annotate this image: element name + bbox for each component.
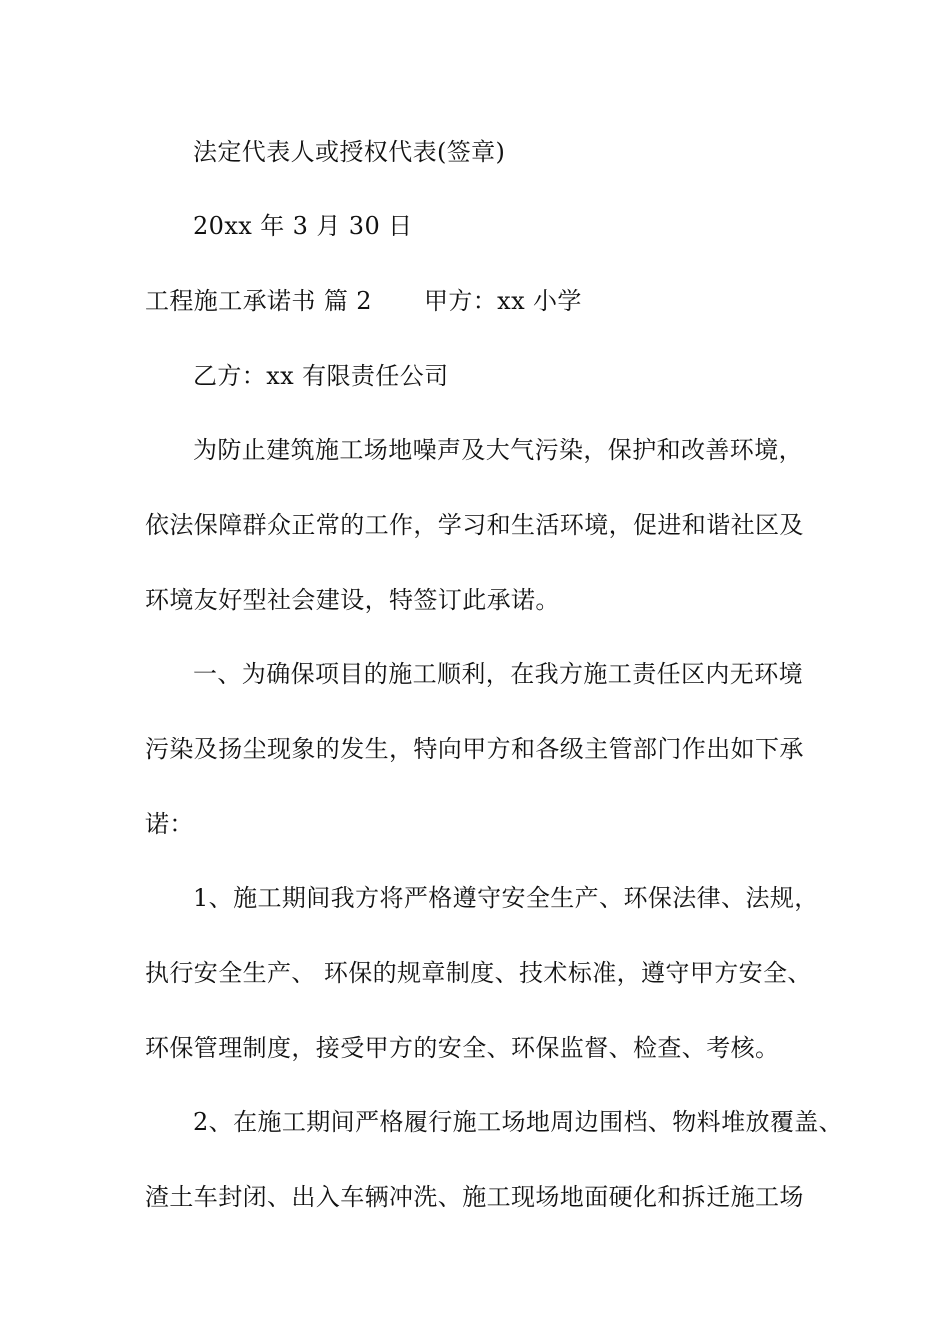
paragraph-line: 渣土车封闭、出入车辆冲洗、施工现场地面硬化和拆迁施工场	[145, 1183, 804, 1211]
paragraph-line: 为防止建筑施工场地噪声及大气污染，保护和改善环境，	[193, 436, 803, 464]
paragraph-line: 环境友好型社会建设，特签订此承诺。	[145, 586, 560, 614]
paragraph-line: 污染及扬尘现象的发生，特向甲方和各级主管部门作出如下承	[145, 735, 804, 763]
paragraph-line: 一、为确保项目的施工顺利，在我方施工责任区内无环境	[193, 660, 803, 688]
paragraph-line: 依法保障群众正常的工作，学习和生活环境，促进和谐社区及	[145, 511, 804, 539]
section-title: 工程施工承诺书 篇 2	[145, 287, 372, 315]
paragraph-line: 执行安全生产、 环保的规章制度、技术标准，遵守甲方安全、	[145, 959, 812, 987]
paragraph-line: 1、施工期间我方将严格遵守安全生产、环保法律、法规，	[193, 884, 819, 912]
paragraph-line: 环保管理制度，接受甲方的安全、环保监督、检查、考核。	[145, 1034, 780, 1062]
section-heading-line	[145, 286, 582, 316]
paragraph-line: 2、在施工期间严格履行施工场地周边围档、物料堆放覆盖、	[193, 1108, 844, 1136]
party-a: 甲方：xx 小学	[423, 287, 582, 315]
date-line: 20xx 年 3 月 30 日	[193, 212, 413, 240]
paragraph-line: 诺：	[145, 810, 194, 838]
party-b: 乙方：xx 有限责任公司	[193, 362, 449, 390]
signature-line: 法定代表人或授权代表(签章)	[193, 138, 506, 166]
